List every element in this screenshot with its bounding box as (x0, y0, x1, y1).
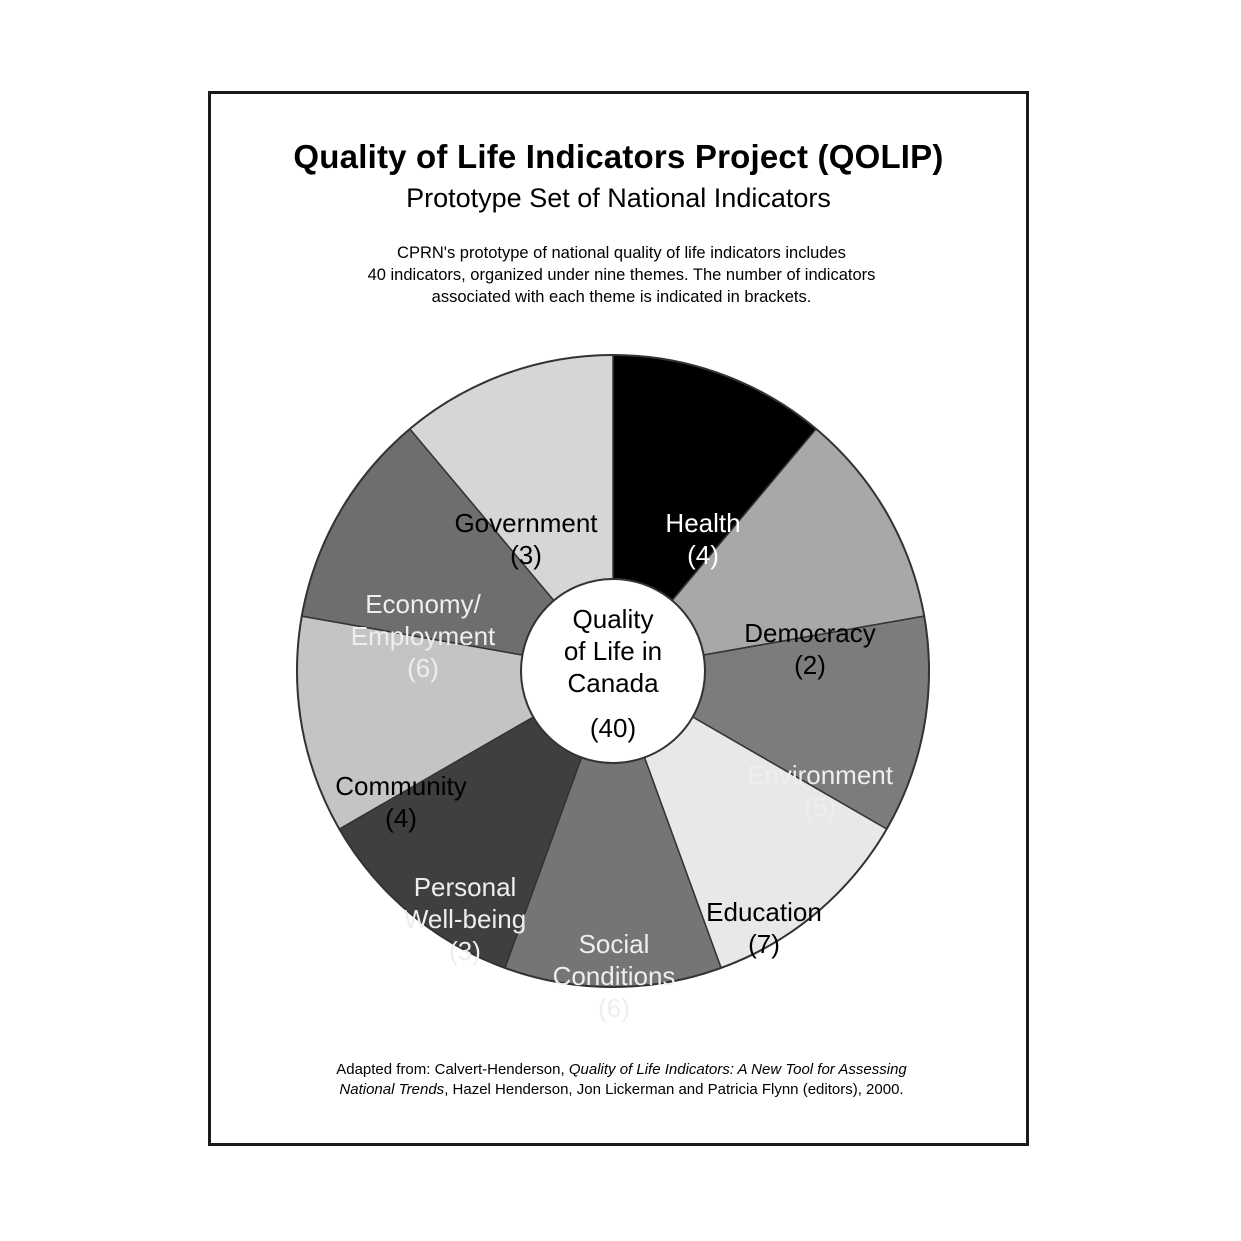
description-line: associated with each theme is indicated in brackets. (431, 288, 812, 306)
theme-name: Conditions (552, 961, 676, 991)
theme-name: Environment (747, 760, 893, 790)
theme-count: (4) (385, 803, 417, 833)
center-label: Canada (567, 668, 659, 698)
theme-count: (7) (748, 929, 780, 959)
citation-title-part-2: National Trends (339, 1081, 445, 1098)
theme-name: Personal (413, 872, 517, 902)
description-line: CPRN's prototype of national quality of life indicators includes (397, 244, 846, 262)
theme-name: Democracy (744, 618, 876, 648)
citation-title-part-1: Quality of Life Indicators: A New Tool for Assessing (568, 1061, 907, 1078)
theme-name: Community (335, 771, 467, 801)
center-count: (40) (589, 713, 637, 743)
theme-name: Employment (350, 621, 496, 651)
theme-count: (3) (449, 936, 481, 966)
citation-line-1 (251, 1060, 992, 1080)
theme-name: Education (706, 897, 822, 927)
theme-name: Social (578, 929, 650, 959)
center-label: of Life in (563, 636, 663, 666)
theme-name: Government (454, 508, 598, 538)
page-title: Quality of Life Indicators Project (QOLIP) (293, 138, 944, 175)
figure-frame (208, 91, 1029, 1146)
theme-count: (3) (510, 540, 542, 570)
center-label: Quality (572, 604, 654, 634)
theme-name: Well-being (403, 904, 527, 934)
theme-wheel (211, 94, 1026, 1143)
citation-line-2 (251, 1080, 992, 1100)
theme-count: (2) (794, 650, 826, 680)
theme-name: Health (665, 508, 741, 538)
source-citation (251, 1060, 992, 1100)
theme-count: (6) (407, 653, 439, 683)
description-line: 40 indicators, organized under nine themes. The number of indicators (367, 266, 876, 284)
citation-suffix: , Hazel Henderson, Jon Lickerman and Patricia Flynn (editors), 2000. (444, 1081, 904, 1098)
theme-count: (6) (598, 993, 630, 1023)
page-subtitle: Prototype Set of National Indicators (406, 183, 831, 213)
theme-count: (4) (687, 540, 719, 570)
theme-name: Economy/ (365, 589, 481, 619)
theme-count: (5) (804, 792, 836, 822)
citation-prefix: Adapted from: Calvert-Henderson, (336, 1061, 569, 1078)
